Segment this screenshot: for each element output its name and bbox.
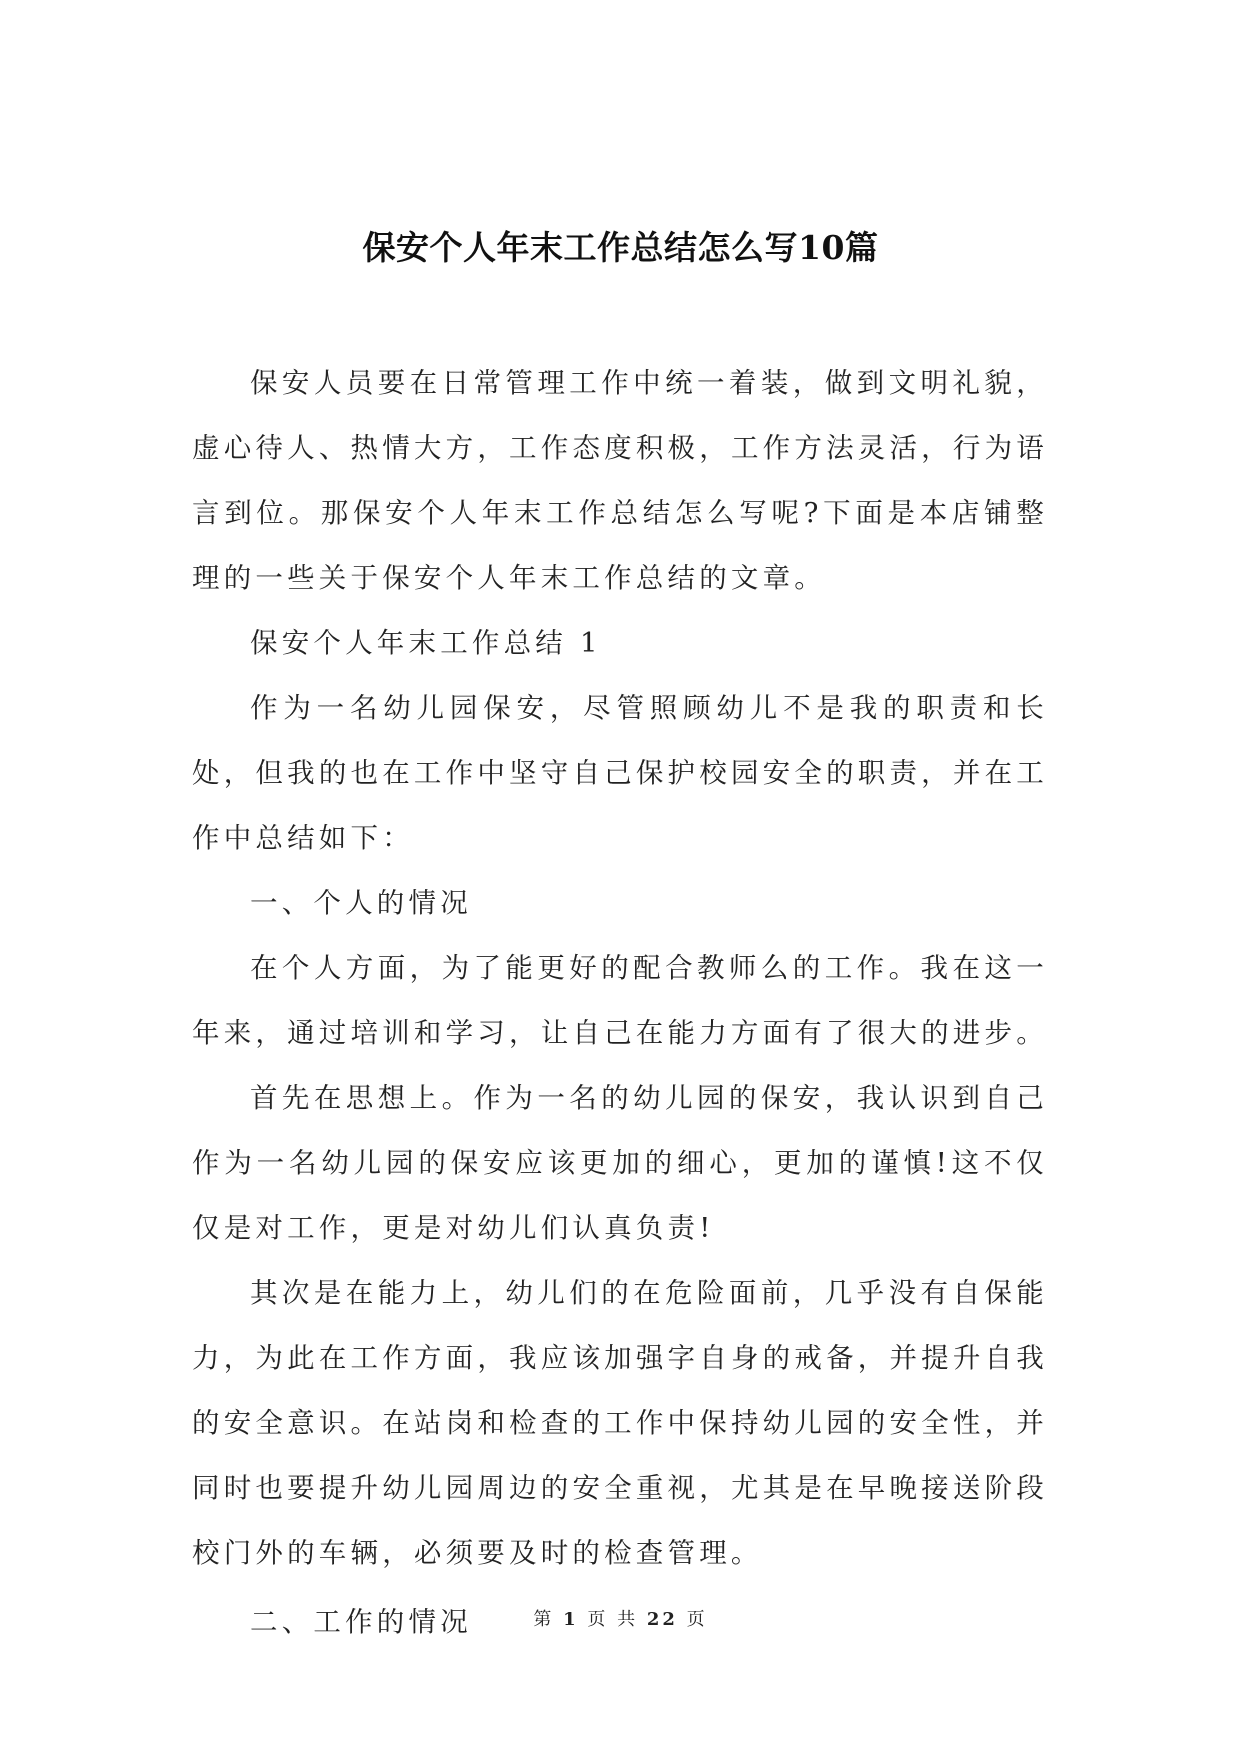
footer-prefix: 第	[533, 1609, 555, 1630]
footer-suffix: 页	[686, 1609, 708, 1630]
body-paragraph: 在个人方面，为了能更好的配合教师么的工作。我在这一年来，通过培训和学习，让自己在能力方面有了很大的进步。	[192, 952, 1048, 1049]
total-page-count: 22	[646, 1609, 678, 1630]
body-paragraph: 作为一名幼儿园保安，尽管照顾幼儿不是我的职责和长处，但我的也在工作中坚守自己保护校园安全的职责，并在工作中总结如下：	[192, 692, 1048, 854]
page-footer	[0, 1608, 1241, 1632]
body-paragraph: 其次是在能力上，幼儿们的在危险面前，几乎没有自保能力，为此在工作方面，我应该加强字自身的戒备，并提升自我的安全意识。在站岗和检查的工作中保持幼儿园的安全性，并同时也要提升幼儿园周边的安全重视，尤其是在早晚接送阶段校门外的车辆，必须要及时的检查管理。	[192, 1277, 1048, 1569]
footer-middle: 页 共	[587, 1609, 639, 1630]
document-title: 保安个人年末工作总结怎么写10篇	[362, 228, 879, 267]
section-heading-work: 二、工作的情况	[250, 1606, 472, 1638]
current-page-number: 1	[563, 1609, 579, 1630]
body-paragraph: 首先在思想上。作为一名的幼儿园的保安，我认识到自己作为一名幼儿园的保安应该更加的细心，更加的谨慎!这不仅仅是对工作，更是对幼儿们认真负责!	[192, 1082, 1048, 1244]
intro-paragraph: 保安人员要在日常管理工作中统一着装，做到文明礼貌，虚心待人、热情大方，工作态度积极，工作方法灵活，行为语言到位。那保安个人年末工作总结怎么写呢?下面是本店铺整理的一些关于保安个人年末工作总结的文章。	[192, 367, 1048, 594]
section-heading-summary-1: 保安个人年末工作总结 1	[250, 627, 602, 659]
document-body	[192, 351, 1048, 1655]
section-heading-personal: 一、个人的情况	[250, 887, 472, 919]
